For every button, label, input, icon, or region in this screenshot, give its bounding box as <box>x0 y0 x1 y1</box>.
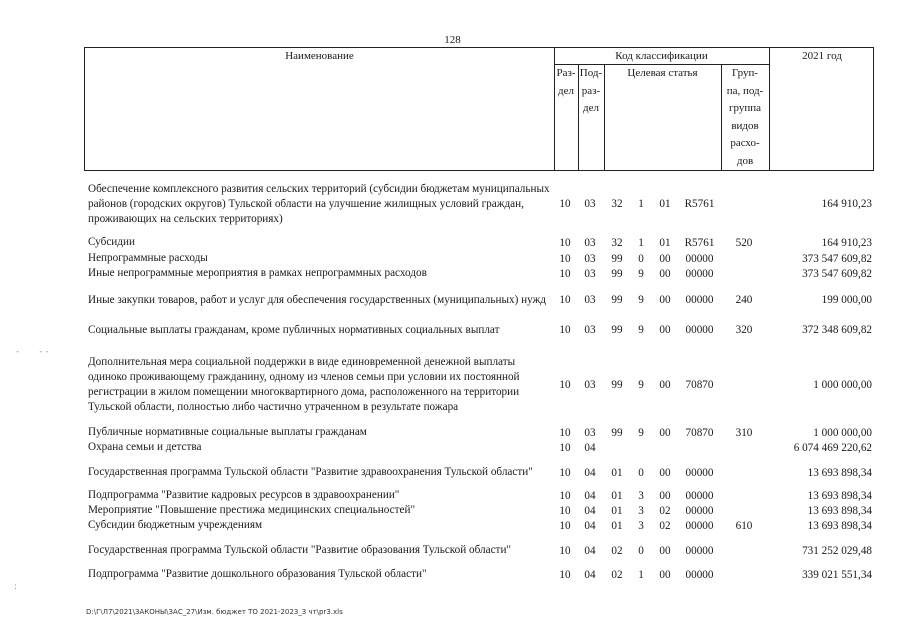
row-expense-group: 320 <box>735 324 753 336</box>
scan-mark: - - - <box>16 347 49 357</box>
row-expense-group <box>720 503 768 518</box>
row-subsection: 04 <box>584 519 596 532</box>
row-expense-group <box>720 440 768 455</box>
table-row <box>84 534 874 567</box>
row-subsection: 04 <box>584 544 596 557</box>
table-row <box>84 457 874 488</box>
row-target-subprogram: 0 <box>638 544 644 557</box>
row-subsection: 03 <box>584 252 596 265</box>
table-row <box>84 425 874 440</box>
row-target-direction: 70870 <box>685 426 714 439</box>
row-target-event: 02 <box>659 519 671 532</box>
row-target-subprogram: 0 <box>638 466 644 479</box>
row-expense-group: 240 <box>735 294 753 306</box>
row-target-direction: 00000 <box>685 519 714 532</box>
row-name: Публичные нормативные социальные выплаты гражданам <box>88 426 367 438</box>
row-target-event: 00 <box>659 378 671 391</box>
header-divider <box>769 48 770 170</box>
row-amount: 373 547 609,82 <box>802 252 872 265</box>
header-classification-code: Код классификации <box>615 50 708 62</box>
table-row <box>84 284 874 316</box>
row-target-direction: 00000 <box>685 568 714 581</box>
row-target-program: 99 <box>611 294 623 306</box>
row-name: Подпрограмма "Развитие дошкольного образования Тульской области" <box>88 568 427 580</box>
row-amount: 13 693 898,34 <box>807 489 872 502</box>
row-target-subprogram: 3 <box>638 519 644 532</box>
row-name: Субсидии <box>88 236 135 248</box>
row-expense-group <box>720 251 768 266</box>
row-target-event: 01 <box>659 236 671 249</box>
row-section: 10 <box>559 489 571 502</box>
row-target-subprogram: 9 <box>638 378 644 391</box>
row-name: Подпрограмма "Развитие кадровых ресурсов в здравоохранении" <box>88 489 400 501</box>
row-target-event: 00 <box>659 466 671 479</box>
header-target-article: Целевая статья <box>627 67 698 79</box>
row-name: Государственная программа Тульской области "Развитие образования Тульской области" <box>88 544 511 556</box>
row-subsection: 04 <box>584 568 596 581</box>
row-target-event: 00 <box>659 489 671 502</box>
row-target-direction: 70870 <box>685 378 714 391</box>
row-target-program <box>603 440 631 455</box>
row-expense-group: 520 <box>735 236 753 249</box>
header-expense-group: Груп- па, под- группа видов расхо- дов <box>726 67 764 167</box>
row-target-direction: 00000 <box>685 544 714 557</box>
row-target-direction: 00000 <box>685 252 714 265</box>
row-target-program: 99 <box>611 378 623 391</box>
row-name: Охрана семьи и детства <box>88 441 202 453</box>
row-section: 10 <box>559 568 571 581</box>
row-expense-group <box>720 266 768 281</box>
row-subsection: 04 <box>584 441 596 454</box>
row-target-event: 00 <box>659 544 671 557</box>
row-target-direction: R5761 <box>684 236 715 249</box>
row-target-program: 02 <box>611 568 623 581</box>
row-name: Субсидии бюджетным учреждениям <box>88 519 263 531</box>
row-target-direction: 00000 <box>685 504 714 517</box>
row-amount: 164 910,23 <box>821 236 872 249</box>
row-expense-group <box>720 567 768 582</box>
row-subsection: 04 <box>584 466 596 479</box>
row-expense-group: 610 <box>735 519 753 532</box>
row-target-subprogram: 9 <box>638 426 644 439</box>
row-amount: 373 547 609,82 <box>802 267 872 280</box>
row-subsection: 03 <box>584 267 596 280</box>
row-section: 10 <box>559 378 571 391</box>
row-name: Иные закупки товаров, работ и услуг для обеспечения государственных (муниципальных) нужд <box>88 293 546 306</box>
table-row <box>84 251 874 266</box>
row-section: 10 <box>559 519 571 532</box>
row-target-program: 99 <box>611 252 623 265</box>
row-target-direction <box>679 440 720 455</box>
row-target-subprogram: 1 <box>638 236 644 249</box>
table-row <box>84 503 874 518</box>
row-target-event: 00 <box>659 294 671 306</box>
row-section: 10 <box>559 426 571 439</box>
page-number: 128 <box>444 34 461 46</box>
row-section: 10 <box>559 504 571 517</box>
row-amount: 339 021 551,34 <box>802 568 872 581</box>
row-section: 10 <box>559 267 571 280</box>
row-target-event: 00 <box>659 324 671 336</box>
row-target-event: 02 <box>659 504 671 517</box>
row-target-direction: R5761 <box>684 198 715 210</box>
row-target-program: 32 <box>611 198 623 210</box>
row-name: Иные непрограммные мероприятия в рамках непрограммных расходов <box>88 267 427 279</box>
row-subsection: 03 <box>584 198 596 210</box>
row-section: 10 <box>559 294 571 306</box>
row-target-program: 01 <box>611 489 623 502</box>
row-amount: 13 693 898,34 <box>807 519 872 532</box>
row-target-direction: 00000 <box>685 267 714 280</box>
row-target-direction: 00000 <box>685 489 714 502</box>
row-target-event: 00 <box>659 568 671 581</box>
row-section: 10 <box>559 198 571 210</box>
row-target-subprogram: 9 <box>638 324 644 336</box>
row-amount: 1 000 000,00 <box>813 426 872 439</box>
row-expense-group: 310 <box>735 426 753 439</box>
row-target-subprogram <box>631 440 651 455</box>
row-amount: 199 000,00 <box>821 294 872 306</box>
row-expense-group <box>720 534 768 567</box>
row-section: 10 <box>559 544 571 557</box>
row-target-program: 01 <box>611 466 623 479</box>
row-name: Мероприятие "Повышение престижа медицинских специальностей" <box>88 504 416 516</box>
header-name: Наименование <box>285 50 354 62</box>
row-target-program: 02 <box>611 544 623 557</box>
row-subsection: 04 <box>584 489 596 502</box>
row-target-subprogram: 1 <box>638 198 644 210</box>
row-subsection: 03 <box>584 324 596 336</box>
row-target-event <box>651 440 679 455</box>
row-section: 10 <box>559 466 571 479</box>
row-target-event: 01 <box>659 198 671 210</box>
table-row <box>84 266 874 281</box>
header-year: 2021 год <box>802 50 842 62</box>
row-target-direction: 00000 <box>685 324 714 336</box>
table-row <box>84 567 874 582</box>
row-name: Социальные выплаты гражданам, кроме публичных нормативных социальных выплат <box>88 323 500 336</box>
table-row <box>84 440 874 455</box>
row-subsection: 04 <box>584 504 596 517</box>
row-target-direction: 00000 <box>685 294 714 306</box>
row-target-program: 01 <box>611 519 623 532</box>
header-subsection: Под- раз- дел <box>579 67 603 114</box>
row-target-subprogram: 3 <box>638 489 644 502</box>
row-section: 10 <box>559 252 571 265</box>
row-amount: 13 693 898,34 <box>807 504 872 517</box>
row-subsection: 03 <box>584 236 596 249</box>
row-target-program: 01 <box>611 504 623 517</box>
row-name: Государственная программа Тульской области "Развитие здравоохранения Тульской области" <box>88 466 533 478</box>
row-target-program: 99 <box>611 324 623 336</box>
table-row <box>84 235 874 250</box>
row-expense-group <box>720 488 768 503</box>
scan-mark: : <box>14 582 18 592</box>
table-row <box>84 346 874 423</box>
row-amount: 1 000 000,00 <box>813 378 872 391</box>
row-target-subprogram: 9 <box>638 294 644 306</box>
row-subsection: 03 <box>584 294 596 306</box>
row-subsection: 03 <box>584 378 596 391</box>
row-expense-group <box>720 178 768 230</box>
row-name: Обеспечение комплексного развития сельских территорий (субсидии бюджетам муниципальных районов (городских округов) Тульской области на улучшение жилищных условий граждан, проживающих на сельских территориях) <box>88 182 550 225</box>
table-row <box>84 518 874 533</box>
row-target-subprogram: 9 <box>638 267 644 280</box>
row-target-program: 99 <box>611 426 623 439</box>
row-section: 10 <box>559 324 571 336</box>
row-amount: 164 910,23 <box>821 198 872 210</box>
row-target-subprogram: 1 <box>638 568 644 581</box>
row-subsection: 03 <box>584 426 596 439</box>
row-amount: 372 348 609,82 <box>802 324 872 336</box>
row-target-program: 99 <box>611 267 623 280</box>
row-target-program: 32 <box>611 236 623 249</box>
row-amount: 6 074 469 220,62 <box>793 441 872 454</box>
row-target-event: 00 <box>659 252 671 265</box>
row-expense-group <box>720 346 768 423</box>
row-section: 10 <box>559 236 571 249</box>
table-row <box>84 488 874 503</box>
header-section: Раз- дел <box>556 67 576 97</box>
row-name: Дополнительная мера социальной поддержки в виде единовременной денежной выплаты одиноко проживающему гражданину, одному из членов семьи при условии их постоянной регистрации в жилом помещении многоквартирного дома, расположенного на территории Тульской области, полностью либо частично утраченном в результате пожара <box>88 355 520 413</box>
table-header <box>84 47 874 171</box>
row-target-event: 00 <box>659 267 671 280</box>
row-amount: 13 693 898,34 <box>807 466 872 479</box>
row-target-subprogram: 0 <box>638 252 644 265</box>
row-target-subprogram: 3 <box>638 504 644 517</box>
row-target-event: 00 <box>659 426 671 439</box>
row-name: Непрограммные расходы <box>88 252 208 264</box>
table-row <box>84 178 874 230</box>
row-target-direction: 00000 <box>685 466 714 479</box>
footer-file-path: D:\Г\Л7\2021\ЗАКОНЫ\ЗАС_27\Изм. бюджет ТО 2021-2023_3 чт\pr3.xls <box>86 608 343 616</box>
row-section: 10 <box>559 441 571 454</box>
table-row <box>84 320 874 340</box>
row-amount: 731 252 029,48 <box>802 544 872 557</box>
row-expense-group <box>720 457 768 488</box>
